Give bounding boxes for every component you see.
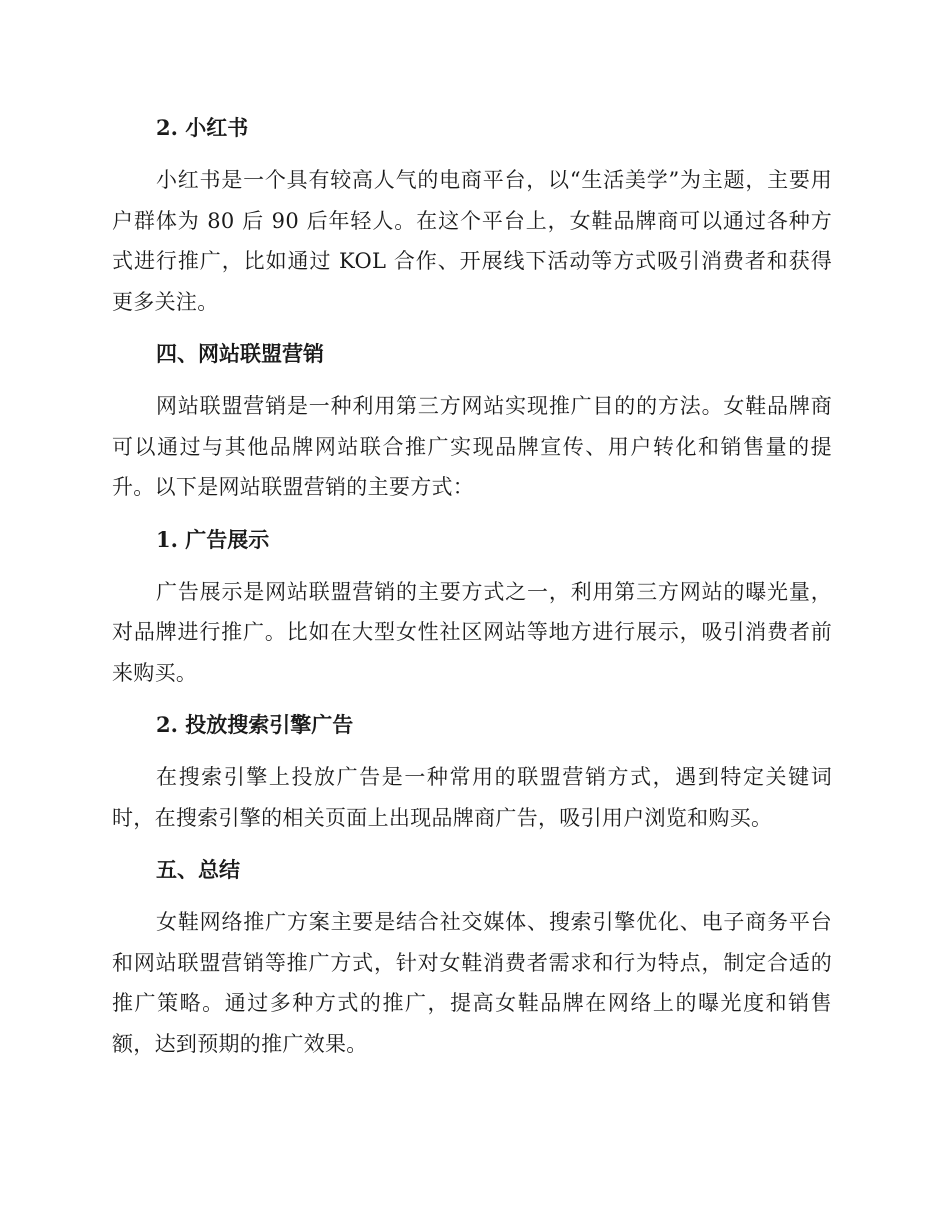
paragraph-ad-display: 广告展示是网站联盟营销的主要方式之一，利用第三方网站的曝光量，对品牌进行推广。比如在大型女性社区网站等地方进行展示，吸引消费者前来购买。 [112,579,832,685]
section-heading-xiaohongshu: 2. 小红书 [156,115,249,140]
document-page [112,108,832,1064]
paragraph-xiaohongshu: 小红书是一个具有较高人气的电商平台，以“生活美学”为主题，主要用户群体为 80 后 90 后年轻人。在这个平台上，女鞋品牌商可以通过各种方式进行推广，比如通过 KOL 合作、开展线下活动等方式吸引消费者和获得更多关注。 [112,168,832,314]
section-heading-ad-display: 1. 广告展示 [156,526,270,552]
paragraph-search-ads: 在搜索引擎上投放广告是一种常用的联盟营销方式，遇到特定关键词时，在搜索引擎的相关页面上出现品牌商广告，吸引用户浏览和购买。 [112,765,832,830]
section-heading-search-ads: 2. 投放搜索引擎广告 [156,712,354,737]
paragraph-affiliate-marketing: 网站联盟营销是一种利用第三方网站实现推广目的的方法。女鞋品牌商可以通过与其他品牌网站联合推广实现品牌宣传、用户转化和销售量的提升。以下是网站联盟营销的主要方式： [112,394,832,499]
paragraph-summary: 女鞋网络推广方案主要是结合社交媒体、搜索引擎优化、电子商务平台和网站联盟营销等推广方式，针对女鞋消费者需求和行为特点，制定合适的推广策略。通过多种方式的推广，提高女鞋品牌在网络上的曝光度和销售额，达到预期的推广效果。 [112,910,832,1056]
section-heading-summary: 五、总结 [156,857,240,882]
section-heading-affiliate-marketing: 四、网站联盟营销 [156,341,324,366]
